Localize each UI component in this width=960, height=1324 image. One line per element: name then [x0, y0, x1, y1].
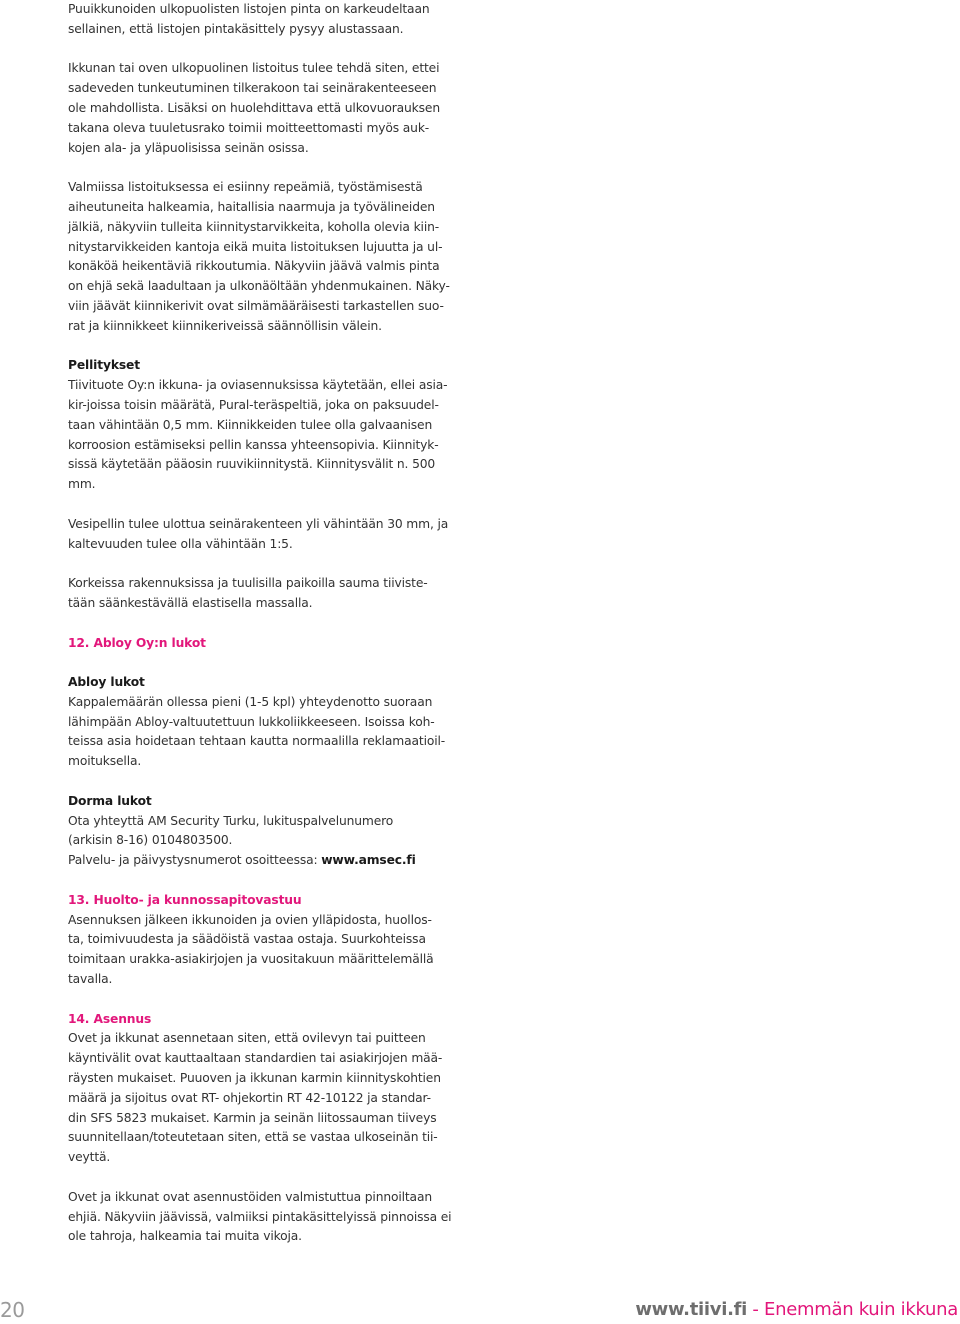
text-line: rat ja kiinnikkeet kiinnikeriveissä säännöllisin välein. — [68, 318, 382, 333]
text-line: taan vähintään 0,5 mm. Kiinnikkeiden tulee olla galvaanisen — [68, 417, 433, 432]
text-line: ehjiä. Näkyviin jäävissä, valmiiksi pintakäsittelyissä pinnoissa ei — [68, 1209, 452, 1224]
text-line: kir-joissa toisin määrätä, Pural-teräspeltiä, joka on paksuudel- — [68, 397, 439, 412]
footer-tagline: - Enemmän kuin ikkuna — [747, 1299, 958, 1320]
text-line: Puuikkunoiden ulkopuolisten listojen pinta on karkeudeltaan — [68, 2, 430, 16]
text-line: takana oleva tuuletusrako toimii moitteettomasti myös auk- — [68, 120, 430, 135]
text-line: sellainen, että listojen pintakäsittely pysyy alustassaan. — [68, 21, 404, 36]
text-line: ole mahdollista. Lisäksi on huolehdittava että ulkovuorauksen — [68, 100, 440, 115]
text-line: määrä ja sijoitus ovat RT- ohjekortin RT 42-10122 ja standar- — [68, 1090, 431, 1105]
intro-paragraph-2 — [68, 59, 440, 158]
text-line: Korkeissa rakennuksissa ja tuulisilla paikoilla sauma tiiviste- — [68, 576, 428, 591]
intro-paragraph-1 — [68, 0, 440, 40]
text-line: Kappalemäärän ollessa pieni (1-5 kpl) yhteydenotto suoraan — [68, 694, 433, 709]
text-line — [68, 851, 440, 871]
text-line: Ovet ja ikkunat asennetaan siten, että ovilevyn tai puitteen — [68, 1031, 426, 1046]
section-12-heading: 12. Abloy Oy:n lukot — [68, 635, 206, 650]
text-line: konäköä heikentäviä rikkoutumia. Näkyviin jäävä valmis pinta — [68, 259, 440, 274]
text-line: (arkisin 8-16) 0104803500. — [68, 833, 233, 848]
text-line: nitystarvikkeiden kantoja eikä muita listoituksen lujuutta ja ul- — [68, 239, 443, 254]
text-line: moituksella. — [68, 754, 142, 769]
text-line: sadeveden tunkeutuminen tilkerakoon tai seinärakenteeseen — [68, 81, 437, 96]
text-line: Vesipellin tulee ulottua seinärakenteen yli vähintään 30 mm, ja — [68, 516, 449, 531]
text-line: mm. — [68, 477, 96, 492]
text-line: Ovet ja ikkunat ovat asennustöiden valmistuttua pinnoiltaan — [68, 1189, 432, 1204]
text-line: teissa asia hoidetaan tehtaan kautta normaalilla reklamaatioil- — [68, 734, 446, 749]
pellitykset-heading: Pellitykset — [68, 358, 140, 373]
text-line: sissä käytetään pääosin ruuvikiinnitystä. Kiinnitysvälit n. 500 — [68, 457, 436, 472]
main-column — [68, 0, 452, 1267]
footer-branding — [635, 1299, 958, 1320]
text-line: Tiivituote Oy:n ikkuna- ja oviasennuksissa käytetään, ellei asia- — [68, 378, 448, 393]
text-line: tään säänkestävällä elastisella massalla. — [68, 595, 313, 610]
abloy-section — [68, 673, 446, 772]
pellitykset-paragraph-2 — [68, 515, 449, 555]
text-line: Ikkunan tai oven ulkopuolinen listoitus tulee tehdä siten, ettei — [68, 61, 440, 76]
section-14-heading: 14. Asennus — [68, 1011, 152, 1026]
text-line: tavalla. — [68, 972, 113, 987]
text-line: Valmiissa listoituksessa ei esiinny repeämiä, työstämisestä — [68, 180, 423, 195]
dorma-heading: Dorma lukot — [68, 793, 152, 808]
text-line: veyttä. — [68, 1150, 111, 1165]
text-line: suunnitellaan/toteutetaan siten, että se vastaa ulkoseinän tii- — [68, 1130, 438, 1145]
text-line: räysten mukaiset. Puuoven ja ikkunan karmin kiinnityskohtien — [68, 1071, 441, 1086]
text-line: käyntivälit ovat kauttaaltaan standardien tai asiakirjojen mää- — [68, 1051, 443, 1066]
text-line: on ehjä sekä laadultaan ja ulkonäöltään yhdenmukainen. Näky- — [68, 279, 450, 294]
section-14-paragraph-2 — [68, 1188, 452, 1247]
page-number: 20 — [0, 1298, 25, 1322]
text-line: viin jäävät kiinnikerivit ovat silmämääräisesti tarkastellen suo- — [68, 298, 444, 313]
pellitykset-section — [68, 356, 448, 495]
text-line: din SFS 5823 mukaiset. Karmin ja seinän liitossauman tiiveys — [68, 1110, 437, 1125]
text-line: Ota yhteyttä AM Security Turku, lukituspalvelunumero — [68, 813, 394, 828]
section-14 — [68, 1010, 443, 1168]
dorma-section — [68, 792, 440, 871]
footer-url-link[interactable]: www.tiivi.fi — [635, 1299, 748, 1320]
text-line: toimitaan urakka-asiakirjojen ja vuositakuun määrittelemällä — [68, 952, 434, 967]
text-line: ole tahroja, halkeamia tai muita vikoja. — [68, 1229, 302, 1244]
dorma-link-label: Palvelu- ja päivystysnumerot osoitteessa: — [68, 853, 322, 868]
text-line: Asennuksen jälkeen ikkunoiden ja ovien ylläpidosta, huollos- — [68, 912, 432, 927]
intro-paragraph-3 — [68, 178, 450, 336]
section-12-title — [68, 634, 440, 654]
section-13-heading: 13. Huolto- ja kunnossapitovastuu — [68, 892, 302, 907]
text-line: kojen ala- ja yläpuolisissa seinän osissa. — [68, 140, 309, 155]
text-line: jälkiä, näkyviin tulleita kiinnitystarvikkeita, koholla olevia kiin- — [68, 219, 440, 234]
pellitykset-paragraph-3 — [68, 574, 440, 614]
text-line: ta, toimivuudesta ja säädöistä vastaa ostaja. Suurkohteissa — [68, 932, 426, 947]
amsec-link[interactable]: www.amsec.fi — [321, 853, 416, 868]
section-13 — [68, 891, 440, 990]
text-line: kaltevuuden tulee olla vähintään 1:5. — [68, 536, 293, 551]
text-line: korroosion estämiseksi pellin kanssa yhteensopivia. Kiinnityk- — [68, 437, 439, 452]
text-line: aiheutuneita halkeamia, haitallisia naarmuja ja työvälineiden — [68, 199, 435, 214]
text-line: lähimpään Abloy-valtuutettuun lukkoliikkeeseen. Isoissa koh- — [68, 714, 435, 729]
abloy-heading: Abloy lukot — [68, 675, 145, 690]
